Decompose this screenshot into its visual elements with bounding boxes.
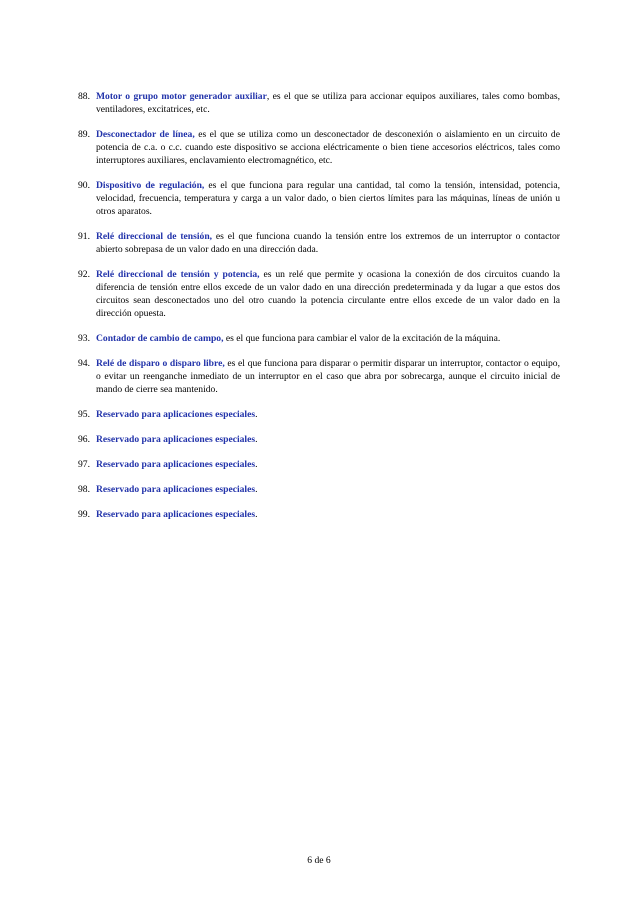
item-number: 92. (78, 269, 90, 280)
item-text (96, 483, 560, 496)
item-term: Desconectador de línea, (96, 129, 195, 140)
item-term: Reservado para aplicaciones especiales (96, 409, 256, 420)
item-text (96, 268, 560, 320)
item-text (96, 179, 560, 218)
item-term: Relé direccional de tensión y potencia, (96, 269, 260, 280)
list-item-89 (78, 128, 560, 167)
definition-list (78, 90, 560, 533)
item-text (96, 128, 560, 167)
item-number: 89. (78, 129, 90, 140)
item-description: es el que funciona cuando la tensión entre los extremos de un interruptor o contactor abierto sobrepasa de un valor dado en una dirección dada. (96, 231, 560, 255)
list-item-88 (78, 90, 560, 116)
item-description: . (255, 509, 258, 520)
item-number: 91. (78, 231, 90, 242)
item-number: 88. (78, 91, 90, 102)
list-item-92 (78, 268, 560, 320)
list-item-95 (78, 408, 560, 421)
list-item-91 (78, 230, 560, 256)
item-description: es el que se utiliza como un desconectador de desconexión o aislamiento en un circuito de potencia de c.a. o c.c. cuando este dispositivo se acciona eléctricamente o bien tiene accesorios eléctricos, tales como interruptores auxiliares, enclavamiento electromagnético, etc. (96, 129, 560, 166)
item-number: 95. (78, 409, 90, 420)
item-text (96, 458, 560, 471)
item-number: 94. (78, 358, 90, 369)
item-number: 99. (78, 509, 90, 520)
item-number: 97. (78, 459, 90, 470)
item-text (96, 433, 560, 446)
list-item-93 (78, 332, 560, 345)
item-term: Relé direccional de tensión, (96, 231, 213, 242)
item-term: Relé de disparo o disparo libre, (96, 358, 225, 369)
item-description: . (255, 459, 258, 470)
list-item-94 (78, 357, 560, 396)
list-item-97 (78, 458, 560, 471)
item-text (96, 357, 560, 396)
item-text (96, 90, 560, 116)
item-number: 93. (78, 333, 90, 344)
list-item-98 (78, 483, 560, 496)
item-term: Reservado para aplicaciones especiales (96, 434, 256, 445)
item-term: Reservado para aplicaciones especiales (96, 459, 256, 470)
item-description: es el que funciona para disparar o permitir disparar un interruptor, contactor o equipo, o evitar un reenganche inmediato de un interruptor en el caso que abra por sobrecarga, aunque el circuito inicial de mando de cierre sea mantenido. (96, 358, 560, 395)
item-description: . (255, 484, 258, 495)
page-number: 6 de 6 (307, 855, 331, 866)
item-text (96, 408, 560, 421)
item-description: es el que funciona para cambiar el valor de la excitación de la máquina. (223, 333, 501, 344)
item-text (96, 332, 560, 345)
item-number: 90. (78, 180, 90, 191)
item-description: . (255, 409, 258, 420)
item-description: . (255, 434, 258, 445)
list-item-90 (78, 179, 560, 218)
item-term: Motor o grupo motor generador auxiliar (96, 91, 267, 102)
list-item-96 (78, 433, 560, 446)
item-description: es el que funciona para regular una cantidad, tal como la tensión, intensidad, potencia, velocidad, frecuencia, temperatura y carga a un valor dado, o bien ciertos límites para las máquinas, líneas de unión u otros aparatos. (96, 180, 560, 217)
item-number: 98. (78, 484, 90, 495)
item-number: 96. (78, 434, 90, 445)
item-term: Reservado para aplicaciones especiales (96, 484, 256, 495)
item-description: es un relé que permite y ocasiona la conexión de dos circuitos cuando la diferencia de tensión entre ellos excede de un valor dado en una dirección predeterminada y da lugar a que estos dos circuitos sean desconectados uno del otro cuando la potencia circulante entre ellos excede de un valor dado en la dirección opuesta. (96, 269, 560, 319)
item-description: , es el que se utiliza para accionar equipos auxiliares, tales como bombas, ventiladores, excitatrices, etc. (96, 91, 560, 115)
item-term: Dispositivo de regulación, (96, 180, 205, 191)
item-term: Contador de cambio de campo, (96, 333, 224, 344)
item-text (96, 230, 560, 256)
item-text (96, 508, 560, 521)
item-term: Reservado para aplicaciones especiales (96, 509, 256, 520)
list-item-99 (78, 508, 560, 521)
